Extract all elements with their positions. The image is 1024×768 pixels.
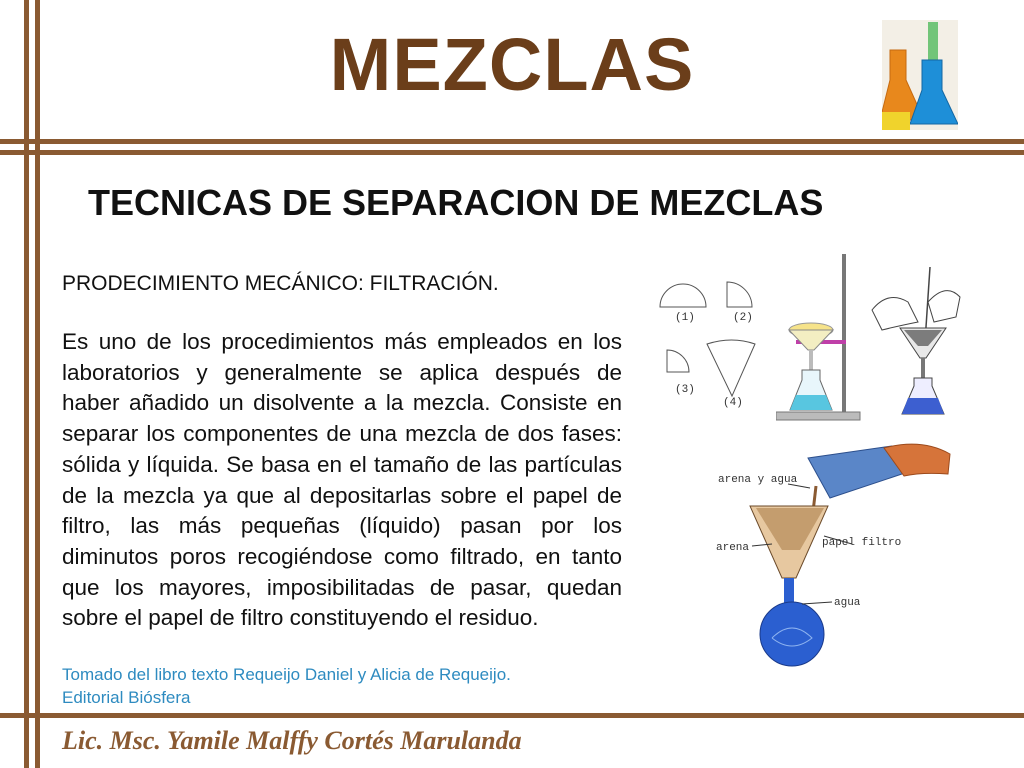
lab-flasks-image [882,20,958,130]
sand-water-filtration-image [712,428,957,673]
author-name: Lic. Msc. Yamile Malffy Cortés Marulanda [62,726,522,755]
fold-step-1: (1) [675,312,695,324]
fold-step-2: (2) [733,312,753,324]
hands-filtering-image [868,262,963,422]
frame-bottom-line [0,713,1024,718]
label-sand-water: arena y agua [718,474,798,486]
frame-left-line-outer [24,0,29,768]
source-line-1: Tomado del libro texto Requeijo Daniel y Alicia de Requeijo. [62,665,511,684]
source-line-2: Editorial Biósfera [62,688,191,707]
label-water: agua [834,597,861,609]
frame-top-line-2 [0,150,1024,155]
frame-left-line-inner [35,0,40,768]
filter-folding-diagram [655,272,770,412]
source-citation [62,663,511,709]
ring-stand-filtration-image [776,250,866,422]
body-paragraph: Es uno de los procedimientos más empleados en los laboratorios y generalmente se aplica después de haber añadido un disolvente a la mezcla. Consiste en separar los componentes de una mezcla de dos fases: sólida y líquida. Se basa en el tamaño de las partículas de la mezcla ya que al depositarlas sobre el papel de filtro, las más pequeñas (líquido) pasan por los diminutos poros recogiéndose como filtrado, en tanto que los mayores, imposibilitadas de pasar, quedan sobre el papel de filtro constituyendo el residuo. [62,329,622,631]
procedure-heading: PRODECIMIENTO MECÁNICO: FILTRACIÓN. [62,272,499,295]
section-subtitle: TECNICAS DE SEPARACION DE MEZCLAS [88,182,824,223]
fold-step-4: (4) [723,397,743,409]
label-sand: arena [716,542,750,554]
slide-title: MEZCLAS [329,23,695,106]
fold-step-3: (3) [675,384,695,396]
frame-top-line [0,139,1024,144]
label-filter-paper: papel filtro [822,537,902,549]
